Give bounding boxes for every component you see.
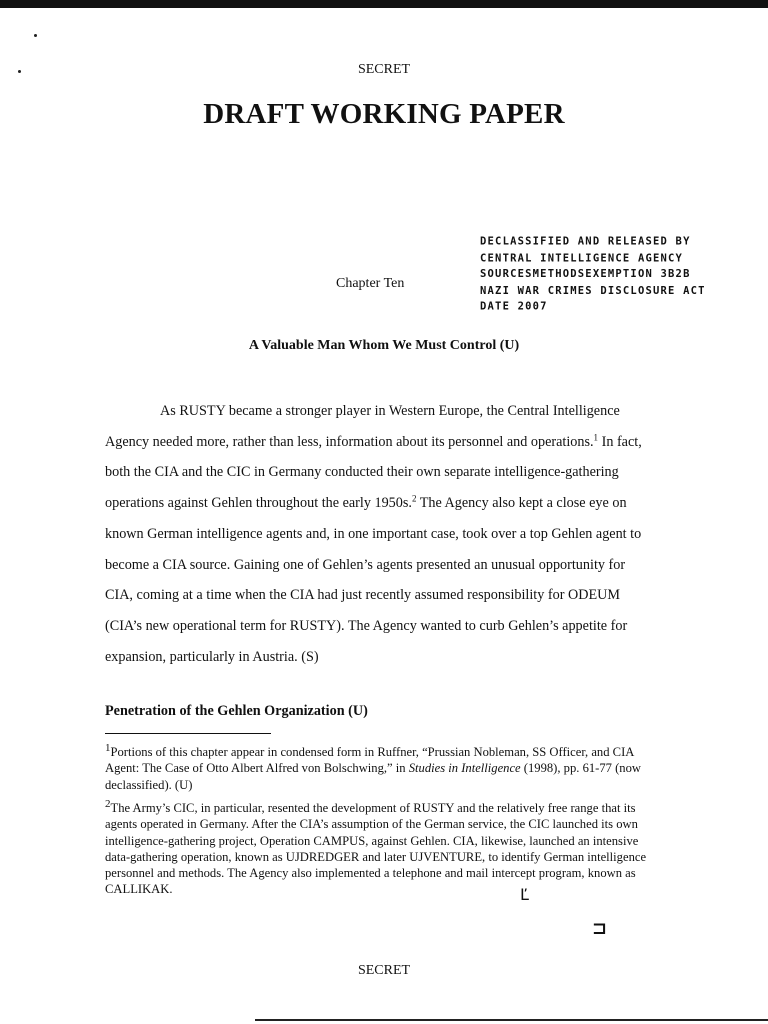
stamp-line: NAZI WAR CRIMES DISCLOSURE ACT — [480, 283, 706, 297]
header-classification: SECRET — [357, 62, 411, 77]
footnote-divider — [105, 733, 271, 734]
scan-speck — [34, 34, 37, 37]
footnote-number: 1 — [105, 741, 111, 754]
body-text: In fact, both the CIA and the CIC in Germany conducted their own separate intelligence-gathering operations against Gehlen throughout the early 1950s. — [105, 433, 642, 512]
footnote-ref-1: 1 — [593, 431, 599, 442]
journal-title: Studies in Intelligence — [408, 761, 521, 776]
body-paragraph — [105, 396, 645, 672]
chapter-label: Chapter Ten — [336, 276, 405, 291]
footnote-1 — [105, 741, 650, 793]
footnote-text: Portions of this chapter appear in condensed form in Ruffner, “Prussian Nobleman, SS Officer, and CIA Agent: The Case of Otto Albert Alfred von Bolschwing,” in — [105, 745, 634, 776]
stamp-line: DATE 2007 — [480, 300, 548, 313]
footnote-text: The Army’s CIC, in particular, resented the development of RUSTY and the relatively free range that its agents operated in Germany. After the CIA’s assumption of the German service, the CIC launched its own intelligence-gathering project, Operation CAMPUS, against Gehlen. CIA, likewise, launched an intensive data-gathering operation, known as UJDREDGER and later UJVENTURE, to identify German intelligence personnel and methods. The Agency also implemented a telephone and mail intercept program, known as CALLIKAK. — [105, 801, 647, 897]
redaction-bracket-open: Ľ — [520, 885, 529, 904]
chapter-subtitle: A Valuable Man Whom We Must Control (U) — [248, 338, 520, 353]
footnote-number: 2 — [105, 797, 111, 810]
stamp-line: SOURCESMETHODSEXEMPTION 3B2B — [480, 267, 691, 281]
section-heading: Penetration of the Gehlen Organization (U) — [105, 703, 368, 719]
footnote-ref-2: 2 — [411, 493, 417, 504]
footnote-2 — [105, 797, 650, 898]
scan-border-top — [0, 0, 768, 8]
footnote-text: (1998), pp. 61-77 (now declassified). (U) — [105, 761, 641, 792]
body-text: As RUSTY became a stronger player in Western Europe, the Central Intelligence Agency needed more, rather than less, information about its personnel and operations. — [105, 403, 620, 450]
redaction-bracket-close: ⊐ — [592, 918, 608, 939]
stamp-line: CENTRAL INTELLIGENCE AGENCY — [480, 251, 684, 264]
footer-classification: SECRET — [357, 963, 411, 978]
document-title: DRAFT WORKING PAPER — [203, 98, 565, 130]
scan-border-bottom — [255, 1019, 768, 1021]
body-text: The Agency also kept a close eye on known German intelligence agents and, in one important case, took over a top Gehlen agent to become a CIA source. Gaining one of Gehlen’s agents presented an unusual opportunity for CIA, coming at a time when the CIA had just recently assumed responsibility for ODEUM (CIA’s new operational term for RUSTY). The Agency wanted to curb Gehlen’s appetite for expansion, particularly in Austria. (S) — [105, 495, 642, 665]
declassification-stamp — [480, 234, 710, 315]
stamp-line: DECLASSIFIED AND RELEASED BY — [480, 235, 691, 248]
